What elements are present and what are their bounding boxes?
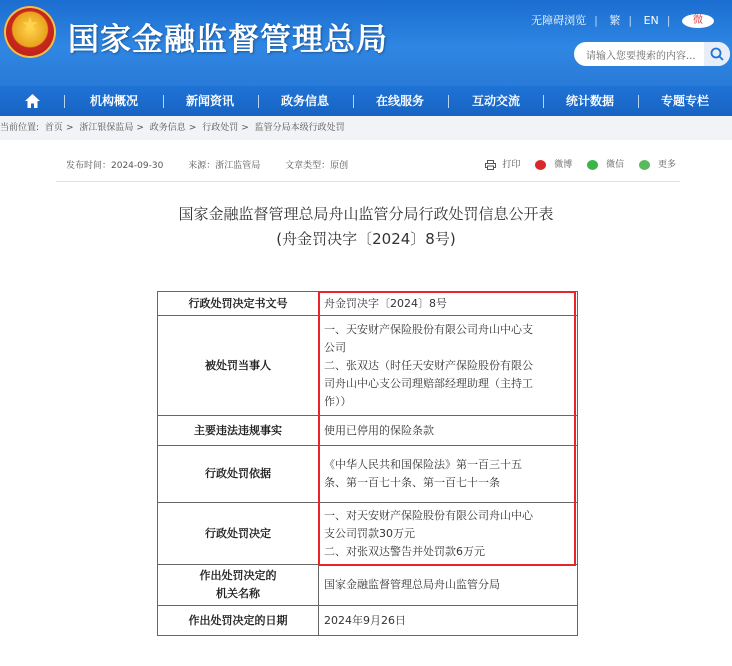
search-button[interactable] <box>704 42 730 66</box>
table-key: 行政处罚依据 <box>158 446 319 503</box>
english-link[interactable]: EN <box>643 14 659 27</box>
article-meta <box>66 158 370 171</box>
table-key: 被处罚当事人 <box>158 316 319 416</box>
breadcrumb-separator: > <box>188 123 197 133</box>
accessibility-link[interactable]: 无障碍浏览 <box>531 14 587 27</box>
search-box <box>574 42 730 66</box>
table-value-line: 一、对天安财产保险股份有限公司舟山中心 <box>324 508 533 522</box>
divider <box>56 181 680 182</box>
wechat-share-button[interactable] <box>581 160 627 170</box>
article-title-line1: 国家金融监督管理总局舟山监管分局行政处罚信息公开表 <box>178 205 554 223</box>
table-value-line: 国家金融监督管理总局舟山监管分局 <box>324 578 500 591</box>
table-row <box>158 503 578 565</box>
breadcrumb-item-penalty[interactable]: 行政处罚 <box>202 123 239 133</box>
table-value-line: 2024年9月26日 <box>324 613 406 627</box>
national-emblem-logo: ★ <box>4 6 56 58</box>
nav-divider <box>258 95 259 108</box>
weibo-icon <box>535 160 546 170</box>
weibo-icon: 微 <box>682 14 714 28</box>
table-row <box>158 416 578 446</box>
table-value-line: 二、对张双达警告并处罚款6万元 <box>324 544 485 558</box>
site-header <box>0 0 732 86</box>
nav-item-online-service[interactable]: 在线服务 <box>375 94 424 108</box>
table-key-line: 作出处罚决定的 <box>199 569 277 582</box>
penalty-info-table <box>157 291 578 636</box>
print-button[interactable] <box>485 160 523 170</box>
breadcrumb-item-subbureau-penalty[interactable]: 监管分局本级行政处罚 <box>254 123 345 133</box>
breadcrumb-item-bureau[interactable]: 浙江银保监局 <box>79 123 134 133</box>
table-key <box>158 565 319 606</box>
nav-item-news[interactable]: 新闻资讯 <box>185 94 234 108</box>
breadcrumb <box>0 116 732 140</box>
nav-divider <box>353 95 354 108</box>
plus-icon <box>639 160 650 170</box>
table-value-line: 作）） <box>324 394 352 408</box>
table-key: 行政处罚决定书文号 <box>158 292 319 316</box>
table-key: 作出处罚决定的日期 <box>158 606 319 636</box>
table-value <box>319 606 578 636</box>
wechat-label: 微信 <box>606 160 625 170</box>
table-value-line: 支公司罚款30万元 <box>324 526 415 540</box>
share-bar <box>479 157 676 170</box>
table-row <box>158 606 578 636</box>
table-row <box>158 292 578 316</box>
top-links: 无障碍浏览 | 繁 | EN | 微 <box>523 12 722 28</box>
weibo-label: 微博 <box>554 160 573 170</box>
breadcrumb-item-home[interactable]: 首页 <box>44 123 63 133</box>
table-value <box>319 565 578 606</box>
breadcrumb-separator: > <box>136 123 144 133</box>
table-value <box>319 446 578 503</box>
wechat-icon <box>587 160 598 170</box>
weibo-link[interactable] <box>674 14 722 28</box>
nav-item-statistics[interactable]: 统计数据 <box>565 94 614 108</box>
traditional-chinese-link[interactable]: 繁 <box>609 14 621 27</box>
table-row <box>158 316 578 416</box>
table-row <box>158 565 578 606</box>
table-value-line: 二、张双达（时任天安财产保险股份有限公 <box>324 358 533 372</box>
table-value <box>319 292 578 316</box>
article-type: 文章类型：原创 <box>285 161 349 171</box>
table-value-line: 舟金罚决字〔2024〕8号 <box>324 296 447 310</box>
table-value-line: 使用已停用的保险条款 <box>324 423 434 437</box>
breadcrumb-label: 当前位置: <box>0 123 40 133</box>
print-label: 打印 <box>502 160 521 170</box>
table-value-line: 条、第一百七十条、第一百七十一条 <box>324 476 500 489</box>
table-value <box>319 503 578 565</box>
table-value <box>319 316 578 416</box>
nav-divider <box>163 95 164 108</box>
table-key-line: 机关名称 <box>216 587 260 600</box>
weibo-share-button[interactable] <box>529 160 575 170</box>
table-value-line: 《中华人民共和国保险法》第一百三十五 <box>324 458 522 471</box>
article-title-line2: (舟金罚决字〔2024〕8号) <box>276 230 456 248</box>
nav-divider <box>543 95 544 108</box>
search-input[interactable]: 请输入您要搜索的内容... <box>586 51 696 62</box>
nav-divider <box>638 95 639 108</box>
table-key: 行政处罚决定 <box>158 503 319 565</box>
nav-item-about[interactable]: 机构概况 <box>89 94 138 108</box>
table-value-line: 公司 <box>324 340 346 354</box>
more-label: 更多 <box>657 160 676 170</box>
nav-divider <box>64 95 65 108</box>
table-value-line: 司舟山中心支公司理赔部经理助理（主持工 <box>324 376 533 390</box>
article-source: 来源：浙江监管局 <box>188 161 261 171</box>
search-icon <box>710 47 724 61</box>
printer-icon <box>485 160 496 170</box>
table-key: 主要违法违规事实 <box>158 416 319 446</box>
publish-time: 发布时间：2024-09-30 <box>66 161 164 171</box>
nav-item-government-info[interactable]: 政务信息 <box>280 94 329 108</box>
nav-item-special-topics[interactable]: 专题专栏 <box>660 94 709 108</box>
site-title[interactable]: 国家金融监督管理总局 <box>68 22 388 58</box>
main-nav <box>0 86 732 116</box>
table-value-line: 一、天安财产保险股份有限公司舟山中心支 <box>324 322 533 336</box>
table-row <box>158 446 578 503</box>
nav-item-interaction[interactable]: 互动交流 <box>471 94 520 108</box>
more-share-button[interactable] <box>633 160 676 170</box>
breadcrumb-separator: > <box>65 123 74 133</box>
table-value <box>319 416 578 446</box>
breadcrumb-item-government-info[interactable]: 政务信息 <box>149 123 186 133</box>
breadcrumb-separator: > <box>241 123 249 133</box>
nav-divider <box>448 95 449 108</box>
home-icon[interactable] <box>24 93 41 109</box>
